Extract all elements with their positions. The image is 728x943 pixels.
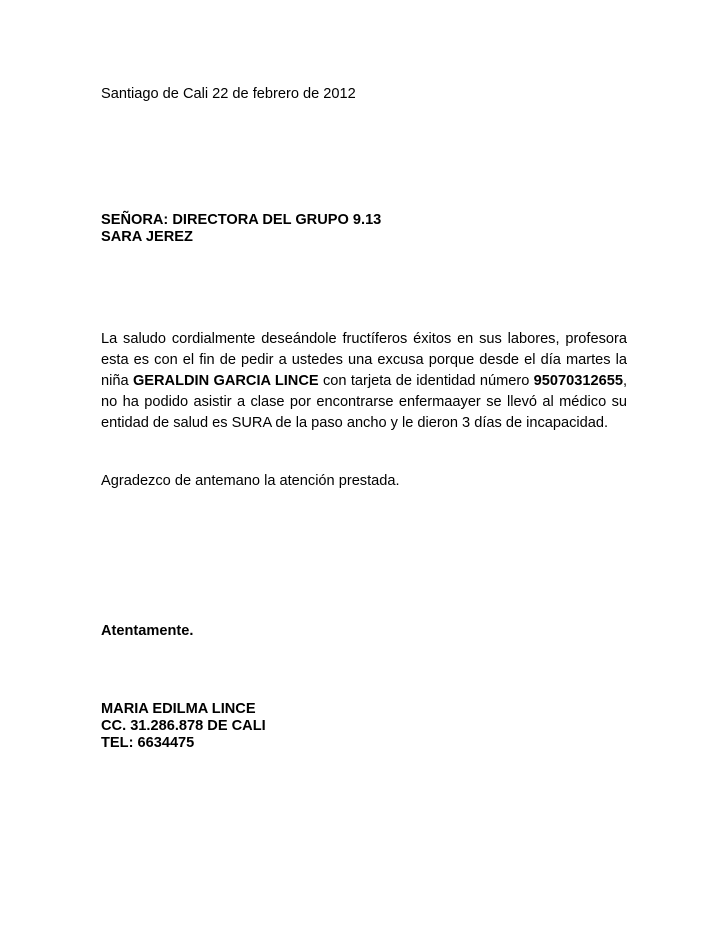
body-row-3 [101, 371, 627, 392]
body-row-1: La saludo cordialmente deseándole fructíferos éxitos en sus labores, profesora [101, 331, 627, 347]
body-row-4: no ha podido asistir a clase por encontrarse enfermaayer se llevó al médico su [101, 394, 627, 410]
closing-line: Atentamente. [101, 623, 194, 639]
recipient-line-1: SEÑORA: DIRECTORA DEL GRUPO 9.13 [101, 212, 382, 228]
student-name: GERALDIN GARCIA LINCE [132, 373, 319, 389]
body-row-3-text-b: con tarjeta de identidad número [318, 373, 534, 389]
letter-body-paragraph [101, 329, 627, 434]
thanks-line: Agradezco de antemano la atención prestada. [101, 473, 400, 489]
body-row-3-text-c: , [622, 373, 628, 389]
body-row-5: entidad de salud es SURA de la paso ancho y le dieron 3 días de incapacidad. [101, 415, 609, 431]
signature-cc: CC. 31.286.878 DE CALI [101, 718, 266, 734]
date-line: Santiago de Cali 22 de febrero de 2012 [101, 86, 356, 102]
identity-number: 95070312655 [533, 373, 623, 389]
signature-tel: TEL: 6634475 [101, 735, 195, 751]
body-row-2: esta es con el fin de pedir a ustedes una excusa porque desde el día martes la [101, 352, 627, 368]
signature-name: MARIA EDILMA LINCE [101, 701, 256, 717]
recipient-line-2: SARA JEREZ [101, 229, 193, 245]
body-row-3-text-a: niña [101, 373, 133, 389]
